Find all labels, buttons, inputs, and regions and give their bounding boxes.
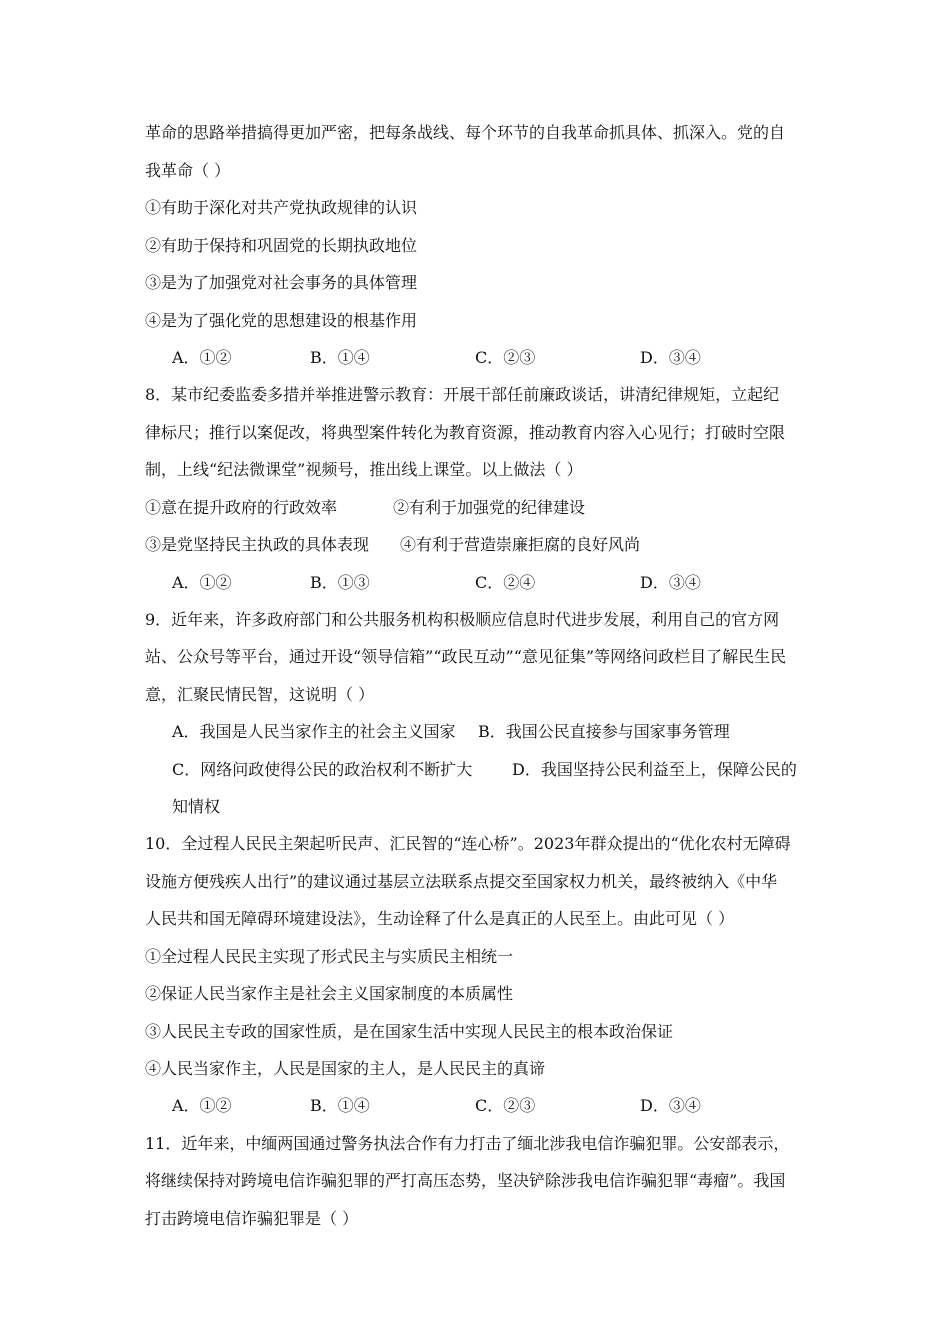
q9-stem-line-2: 站、公众号等平台，通过开设“领导信箱”“政民互动”“意见征集”等网络问政栏目了解民生民 xyxy=(145,647,787,666)
q10-option-c: C．②③ xyxy=(475,1096,536,1115)
q11-stem-line-1: 11．近年来，中缅两国通过警务执法合作有力打击了缅北涉我电信诈骗犯罪。公安部表示， xyxy=(145,1134,790,1153)
q9-option-d-continued: 知情权 xyxy=(172,797,221,816)
q10-option-b: B．①④ xyxy=(310,1096,370,1115)
q7-stem-line-2: 我革命（ ） xyxy=(145,161,231,180)
q7-option-c: C．②③ xyxy=(475,348,536,367)
q9-option-b: B．我国公民直接参与国家事务管理 xyxy=(478,722,730,741)
q7-stem-line-1: 革命的思路举措搞得更加严密，把每条战线、每个环节的自我革命抓具体、抓深入。党的自 xyxy=(145,123,786,142)
q7-option-d: D．③④ xyxy=(640,348,701,367)
q7-choice-2: ②有助于保持和巩固党的长期执政地位 xyxy=(145,236,418,255)
q8-choice-4: ④有利于营造崇廉拒腐的良好风尚 xyxy=(400,535,641,554)
q7-option-a: A．①② xyxy=(172,348,232,367)
q11-stem-line-3: 打击跨境电信诈骗犯罪是（ ） xyxy=(145,1209,359,1228)
q7-choice-4: ④是为了强化党的思想建设的根基作用 xyxy=(145,311,418,330)
q8-choice-2: ②有利于加强党的纪律建设 xyxy=(393,498,586,517)
q9-option-d: D．我国坚持公民利益至上，保障公民的 xyxy=(512,760,797,779)
q10-stem-line-3: 人民共和国无障碍环境建设法》，生动诠释了什么是真正的人民至上。由此可见（ ） xyxy=(145,909,735,928)
q8-choice-3: ③是党坚持民主执政的具体表现 xyxy=(145,535,370,554)
q10-choice-3: ③人民民主专政的国家性质，是在国家生活中实现人民民主的根本政治保证 xyxy=(145,1022,674,1041)
q7-choice-1: ①有助于深化对共产党执政规律的认识 xyxy=(145,198,418,217)
q8-choice-1: ①意在提升政府的行政效率 xyxy=(145,498,338,517)
q10-choice-2: ②保证人民当家作主是社会主义国家制度的本质属性 xyxy=(145,984,514,1003)
q9-stem-line-1: 9．近年来，许多政府部门和公共服务机构积极顺应信息时代进步发展，利用自己的官方网 xyxy=(145,610,780,629)
q7-choice-3: ③是为了加强党对社会事务的具体管理 xyxy=(145,273,418,292)
q8-stem-line-2: 律标尺；推行以案促改，将典型案件转化为教育资源，推动教育内容入心见行；打破时空限 xyxy=(145,423,786,442)
q8-option-b: B．①③ xyxy=(310,573,370,592)
q8-stem-line-3: 制，上线“纪法微课堂”视频号，推出线上课堂。以上做法（ ） xyxy=(145,460,583,479)
q10-choice-4: ④人民当家作主，人民是国家的主人，是人民民主的真谛 xyxy=(145,1059,546,1078)
q9-stem-line-3: 意，汇聚民情民智，这说明（ ） xyxy=(145,685,375,704)
q8-option-c: C．②④ xyxy=(475,573,536,592)
q9-option-c: C．网络问政使得公民的政治权利不断扩大 xyxy=(172,760,473,779)
q10-stem-line-1: 10．全过程人民民主架起听民声、汇民智的“连心桥”。2023年群众提出的“优化农村无障碍 xyxy=(145,834,791,853)
q10-choice-1: ①全过程人民民主实现了形式民主与实质民主相统一 xyxy=(145,947,514,966)
q8-option-d: D．③④ xyxy=(640,573,701,592)
q7-option-b: B．①④ xyxy=(310,348,370,367)
q9-option-a: A．我国是人民当家作主的社会主义国家 xyxy=(172,722,456,741)
q10-option-a: A．①② xyxy=(172,1096,232,1115)
q8-option-a: A．①② xyxy=(172,573,232,592)
q8-stem-line-1: 8．某市纪委监委多措并举推进警示教育：开展干部任前廉政谈话，讲清纪律规矩，立起纪 xyxy=(145,385,780,404)
q11-stem-line-2: 将继续保持对跨境电信诈骗犯罪的严打高压态势，坚决铲除涉我电信诈骗犯罪“毒瘤”。我国 xyxy=(145,1171,786,1190)
q10-stem-line-2: 设施方便残疾人出行”的建议通过基层立法联系点提交至国家权力机关，最终被纳入《中华 xyxy=(145,872,778,891)
q10-option-d: D．③④ xyxy=(640,1096,701,1115)
